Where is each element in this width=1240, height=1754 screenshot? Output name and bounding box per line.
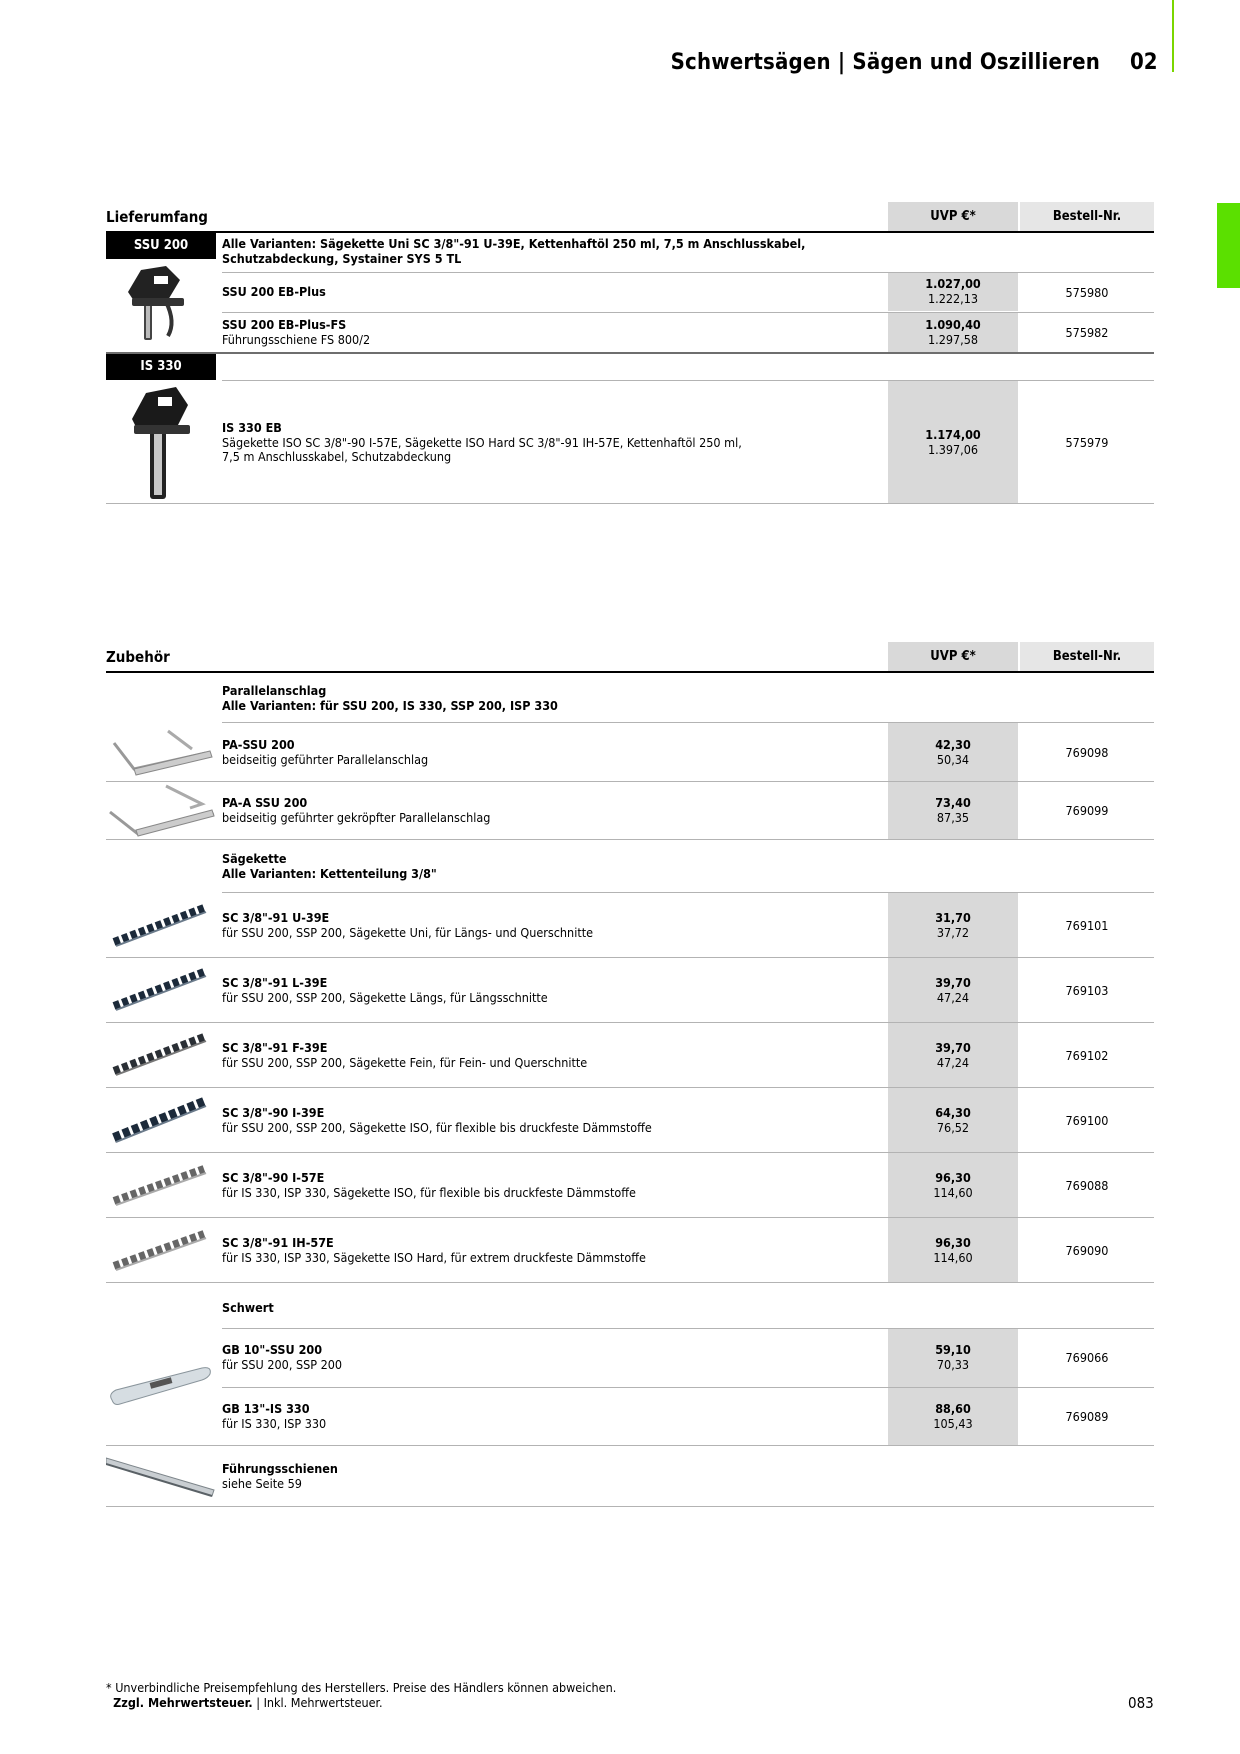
order-number: 769099	[1065, 803, 1109, 818]
price-cell: 96,30 114,60	[933, 1170, 973, 1200]
product-row: PA-A SSU 200 beidseitig geführter gekröpfter Parallelanschlag	[222, 795, 491, 825]
order-number: 769066	[1065, 1350, 1109, 1365]
price-cell: 39,70 47,24	[935, 975, 971, 1005]
chapter-accent-line	[1172, 0, 1174, 72]
col-header-order: Bestell-Nr.	[1020, 202, 1154, 232]
chapter-tab	[1217, 203, 1240, 288]
product-row: GB 10"-SSU 200 für SSU 200, SSP 200	[222, 1342, 343, 1372]
price-cell: 42,30 50,34	[935, 737, 971, 767]
footnote: * Unverbindliche Preisempfehlung des Herstellers. Preise des Händlers können abweichen. Zzgl. Mehrwertsteuer. | Inkl. Mehrwertsteuer.	[106, 1680, 617, 1710]
price-cell: 1.174,00 1.397,06	[925, 427, 981, 457]
order-number: 575980	[1065, 285, 1109, 300]
page-title: Schwertsägen | Sägen und Oszillieren	[670, 50, 1100, 75]
order-number: 769101	[1065, 918, 1109, 933]
price-cell: 64,30 76,52	[935, 1105, 971, 1135]
order-number: 769103	[1065, 983, 1109, 998]
product-row: SC 3/8"-91 U-39E für SSU 200, SSP 200, Sägekette Uni, für Längs- und Querschnitte	[222, 910, 594, 940]
rails-row: Führungsschienen siehe Seite 59	[222, 1461, 338, 1491]
product-row: SC 3/8"-91 F-39E für SSU 200, SSP 200, Sägekette Fein, für Fein- und Querschnitte	[222, 1040, 588, 1070]
order-number: 769088	[1065, 1178, 1109, 1193]
table-header-rule	[106, 231, 1154, 233]
saw-chain-image	[106, 1027, 216, 1079]
is-330-saw-image	[106, 385, 216, 500]
chapter-number: 02	[1130, 50, 1158, 75]
saw-chain-image	[106, 1157, 216, 1209]
saw-chain-image	[106, 962, 216, 1014]
order-number: 769098	[1065, 745, 1109, 760]
product-row: SC 3/8"-90 I-57E für IS 330, ISP 330, Sägekette ISO, für flexible bis druckfeste Dämmstoffe	[222, 1170, 636, 1200]
saw-chain-image	[106, 1222, 216, 1274]
group-heading: Sägekette Alle Varianten: Kettenteilung 3/8"	[222, 851, 437, 881]
price-cell: 39,70 47,24	[935, 1040, 971, 1070]
page-number: 083	[1128, 1694, 1154, 1712]
price-cell: 88,60 105,43	[933, 1401, 973, 1431]
price-cell: 96,30 114,60	[933, 1235, 973, 1265]
ssu-badge: SSU 200	[106, 233, 216, 259]
product-row: GB 13"-IS 330 für IS 330, ISP 330	[222, 1401, 327, 1431]
saw-chain-image	[106, 1092, 216, 1146]
price-cell: 31,70 37,72	[935, 910, 971, 940]
price-cell: 59,10 70,33	[935, 1342, 971, 1372]
col-header-price: UVP €*	[888, 202, 1018, 232]
col-header-price: UVP €*	[888, 642, 1018, 672]
section-title-scope: Lieferumfang	[106, 208, 208, 226]
ssu-all-variants: Alle Varianten: Sägekette Uni SC 3/8"-91 U-39E, Kettenhaftöl 250 ml, 7,5 m Anschlusskabel, Schutzabdeckung, Systainer SYS 5 TL	[222, 236, 806, 266]
product-name: SSU 200 EB-Plus-FS Führungsschiene FS 800/2	[222, 317, 371, 347]
product-row: SC 3/8"-91 IH-57E für IS 330, ISP 330, Sägekette ISO Hard, für extrem druckfeste Dämmstoffe	[222, 1235, 646, 1265]
order-number: 769089	[1065, 1409, 1109, 1424]
parallel-guide-image	[106, 723, 216, 783]
group-heading: Schwert	[222, 1300, 274, 1315]
price-cell: 1.090,40 1.297,58	[925, 317, 981, 347]
product-name: SSU 200 EB-Plus	[222, 284, 326, 299]
table-header-rule	[106, 671, 1154, 673]
order-number: 769102	[1065, 1048, 1109, 1063]
section-title-accessories: Zubehör	[106, 648, 170, 666]
price-cell: 73,40 87,35	[935, 795, 971, 825]
product-row: SC 3/8"-90 I-39E für SSU 200, SSP 200, Sägekette ISO, für flexible bis druckfeste Dämmstoffe	[222, 1105, 652, 1135]
saw-chain-image	[106, 898, 216, 950]
order-number: 575979	[1065, 435, 1109, 450]
product-row: SC 3/8"-91 L-39E für SSU 200, SSP 200, Sägekette Längs, für Längsschnitte	[222, 975, 548, 1005]
guide-bar-image	[106, 1360, 216, 1410]
col-header-order: Bestell-Nr.	[1020, 642, 1154, 672]
guide-rail-image	[106, 1450, 216, 1502]
order-number: 575982	[1065, 325, 1109, 340]
ssu-200-saw-image	[106, 262, 216, 342]
angled-parallel-guide-image	[106, 782, 216, 840]
order-number: 769090	[1065, 1243, 1109, 1258]
is-badge: IS 330	[106, 354, 216, 380]
is-330-eb-row: IS 330 EB Sägekette ISO SC 3/8"-90 I-57E, Sägekette ISO Hard SC 3/8"-91 IH-57E, Kettenhaftöl 250 ml, 7,5 m Anschlusskabel, Schutzabdeckung	[222, 420, 742, 464]
order-number: 769100	[1065, 1113, 1109, 1128]
group-heading: Parallelanschlag Alle Varianten: für SSU 200, IS 330, SSP 200, ISP 330	[222, 683, 558, 713]
price-cell: 1.027,00 1.222,13	[925, 276, 981, 306]
product-row: PA-SSU 200 beidseitig geführter Parallelanschlag	[222, 737, 429, 767]
